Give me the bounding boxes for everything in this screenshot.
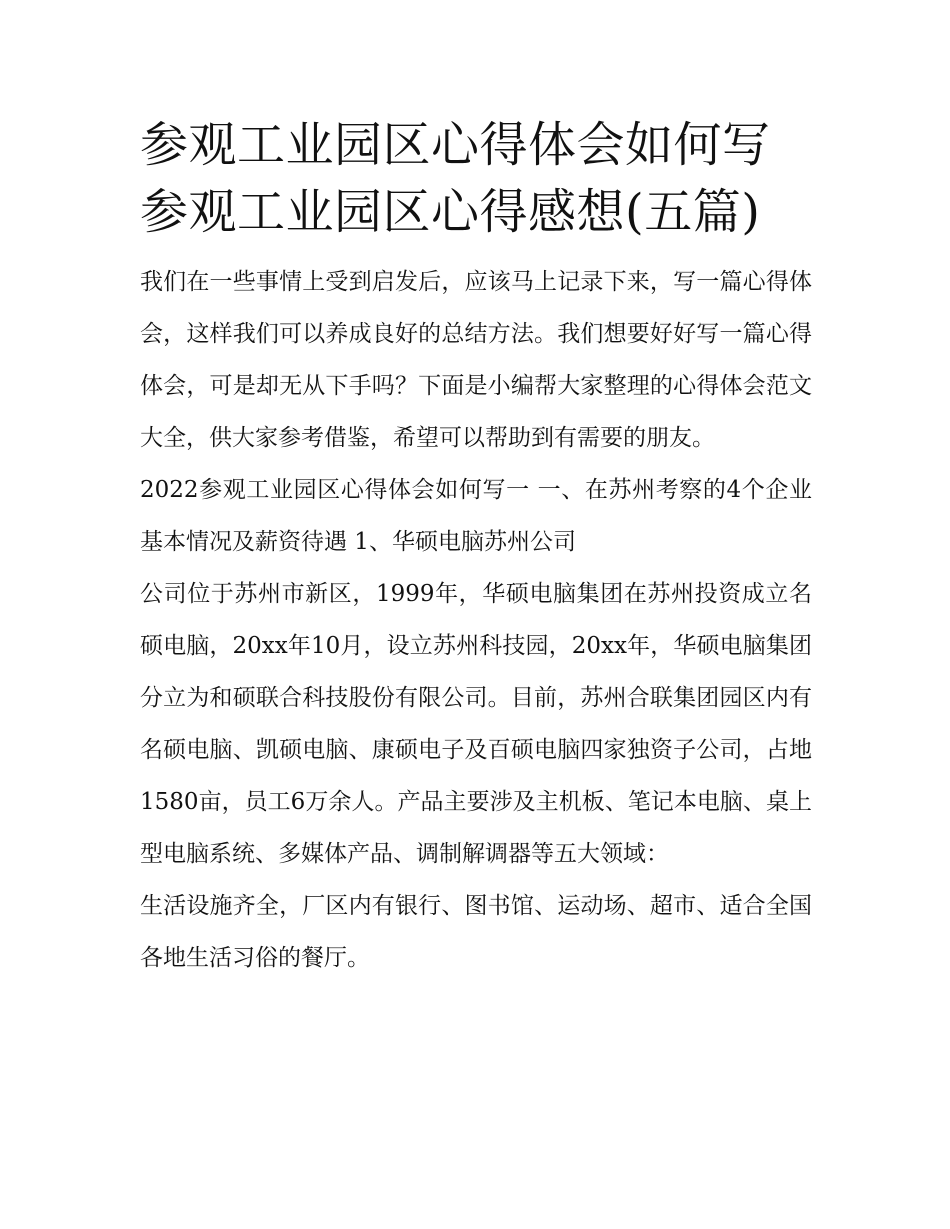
document-page [140, 112, 812, 984]
title-line-1: 参观工业园区心得体会如何写 [140, 117, 771, 173]
intro-paragraph: 我们在一些事情上受到启发后，应该马上记录下来，写一篇心得体会，这样我们可以养成良好的总结方法。我们想要好好写一篇心得体会，可是却无从下手吗？下面是小编帮大家整理的心得体会范文大全，供大家参考借鉴，希望可以帮助到有需要的朋友。 [140, 269, 812, 451]
facilities-paragraph: 生活设施齐全，厂区内有银行、图书馆、运动场、超市、适合全国各地生活习俗的餐厅。 [140, 893, 812, 971]
section-heading-paragraph: 2022参观工业园区心得体会如何写一 一、在苏州考察的4个企业基本情况及薪资待遇 1、华硕电脑苏州公司 [140, 477, 812, 555]
title-line-2: 参观工业园区心得感想(五篇) [140, 184, 761, 240]
document-title [140, 112, 812, 246]
company-info-paragraph: 公司位于苏州市新区，1999年，华硕电脑集团在苏州投资成立名硕电脑，20xx年10月，设立苏州科技园，20xx年，华硕电脑集团分立为和硕联合科技股份有限公司。目前，苏州合联集团园区内有名硕电脑、凯硕电脑、康硕电子及百硕电脑四家独资子公司，占地1580亩，员工6万余人。产品主要涉及主机板、笔记本电脑、桌上型电脑系统、多媒体产品、调制解调器等五大领域： [140, 581, 812, 867]
